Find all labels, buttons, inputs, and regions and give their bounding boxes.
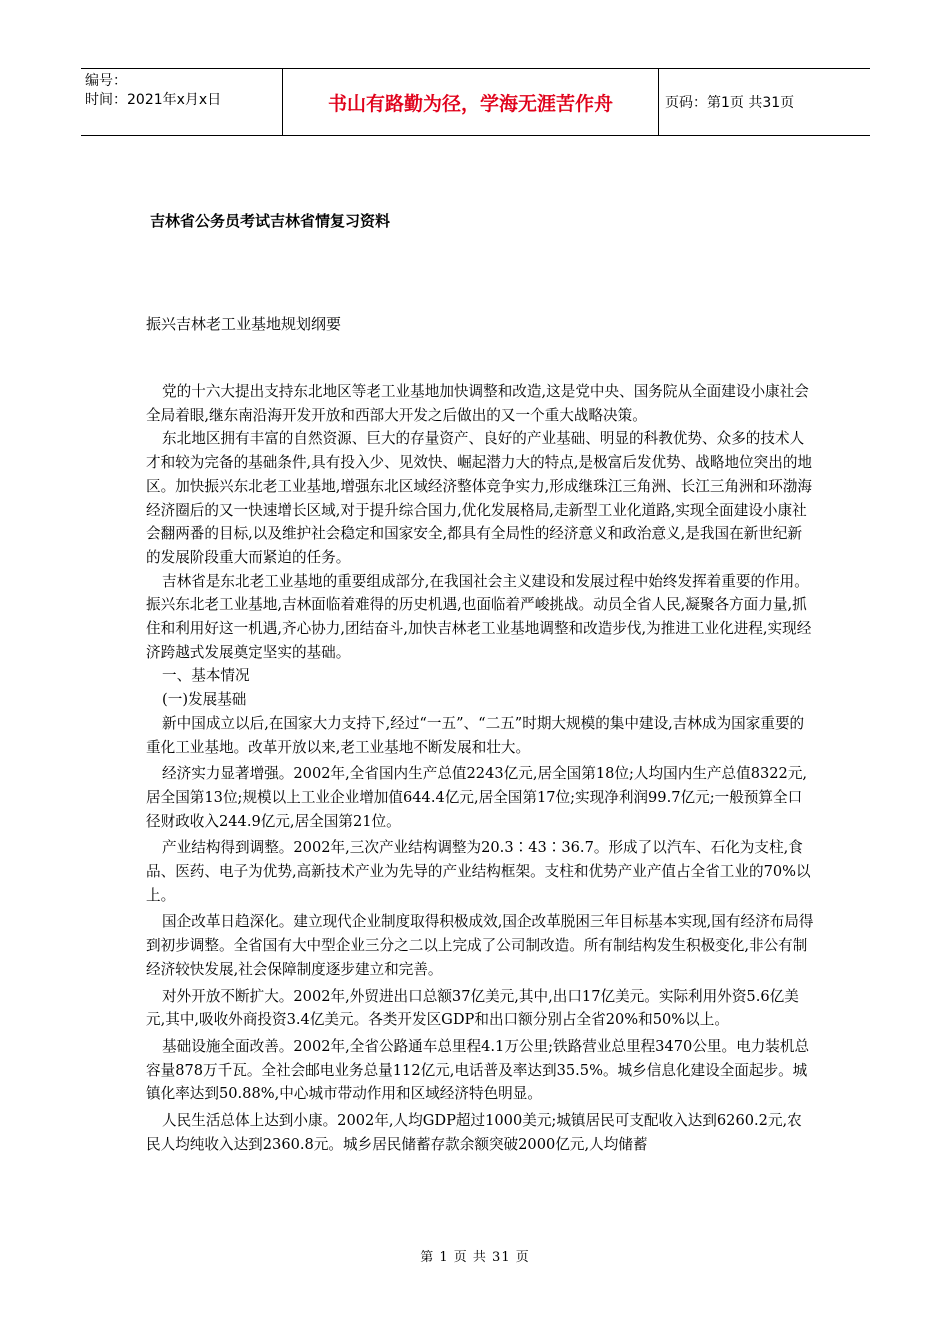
paragraph: 对外开放不断扩大。2002年,外贸进出口总额37亿美元,其中,出口17亿美元。实际利用外资5.6亿美元,其中,吸收外商投资3.4亿美元。各类开发区GDP和出口额分别占全省20%和50%以上。 [146,987,799,1029]
paragraph: 基础设施全面改善。2002年,全省公路通车总里程4.1万公里;铁路营业总里程3470公里。电力装机总容量878万千瓦。全社会邮电业务总量112亿元,电话普及率达到35.5%。城乡信息化建设全面起步。城镇化率达到50.88%,中心城市带动作用和区域经济特色明显。 [146,1037,810,1103]
document-body [146,380,814,1157]
page-header [81,68,870,136]
paragraph: 人民生活总体上达到小康。2002年,人均GDP超过1000美元;城镇居民可支配收入达到6260.2元,农民人均纯收入达到2360.8元。城乡居民储蓄存款余额突破2000亿元,人均储蓄 [146,1112,802,1153]
document-title: 吉林省公务员考试吉林省情复习资料 [150,212,391,230]
paragraph: 吉林省是东北老工业基地的重要组成部分,在我国社会主义建设和发展过程中始终发挥着重要的作用。振兴东北老工业基地,吉林面临着难得的历史机遇,也面临着严峻挑战。动员全省人民,凝聚各方面力量,抓住和利用好这一机遇,齐心协力,团结奋斗,加快吉林老工业基地调整和改造步伐,为推进工业化进程,实现经济跨越式发展奠定坚实的基础。 [146,572,812,661]
header-motto: 书山有路勤为径，学海无涯苦作舟 [283,69,659,135]
subsection-heading: (一)发展基础 [162,691,247,709]
header-meta [81,69,283,135]
paragraph: 东北地区拥有丰富的自然资源、巨大的存量资产、良好的产业基础、明显的科教优势、众多的技术人才和较为完备的基础条件,具有投入少、见效快、崛起潜力大的特点,是极富后发优势、战略地位突出的地区。加快振兴东北老工业基地,增强东北区域经济整体竞争实力,形成继珠江三角洲、长江三角洲和环渤海经济圈后的又一快速增长区域,对于提升综合国力,优化发展格局,走新型工业化道路,实现全面建设小康社会翻两番的目标,以及维护社会稳定和国家安全,都具有全局性的经济意义和政治意义,是我国在新世纪新的发展阶段重大而紧迫的任务。 [146,430,813,566]
serial-label: 编号： [85,73,127,89]
paragraph: 产业结构得到调整。2002年,三次产业结构调整为20.3∶43∶36.7。形成了以汽车、石化为支柱,食品、医药、电子为优势,高新技术产业为先导的产业结构框架。支柱和优势产业产值占全省工业的70%以上。 [146,839,811,904]
paragraph: 经济实力显著增强。2002年,全省国内生产总值2243亿元,居全国第18位;人均国内生产总值8322元,居全国第13位;规模以上工业企业增加值644.4亿元,居全国第17位;实现净利润99.7亿元;一般预算全口径财政收入244.9亿元,居全国第21位。 [146,765,808,830]
paragraph: 国企改革日趋深化。建立现代企业制度取得积极成效,国企改革脱困三年目标基本实现,国有经济布局得到初步调整。全省国有大中型企业三分之二以上完成了公司制改造。所有制结构发生积极变化,非公有制经济较快发展,社会保障制度逐步建立和完善。 [146,913,814,978]
page-footer: 第 1 页 共 31 页 [420,1250,530,1265]
document-subtitle: 振兴吉林老工业基地规划纲要 [146,315,342,333]
section-heading: 一、基本情况 [162,667,250,685]
paragraph: 党的十六大提出支持东北地区等老工业基地加快调整和改造,这是党中央、国务院从全面建设小康社会全局着眼,继东南沿海开发开放和西部大开发之后做出的又一个重大战略决策。 [146,383,809,424]
time-label: 时间：2021年x月x日 [85,92,222,108]
paragraph: 新中国成立以后,在国家大力支持下,经过“一五”、“二五”时期大规模的集中建设,吉林成为国家重要的重化工业基地。改革开放以来,老工业基地不断发展和壮大。 [146,714,805,756]
header-page-info: 页码：第1页 共31页 [665,95,795,111]
